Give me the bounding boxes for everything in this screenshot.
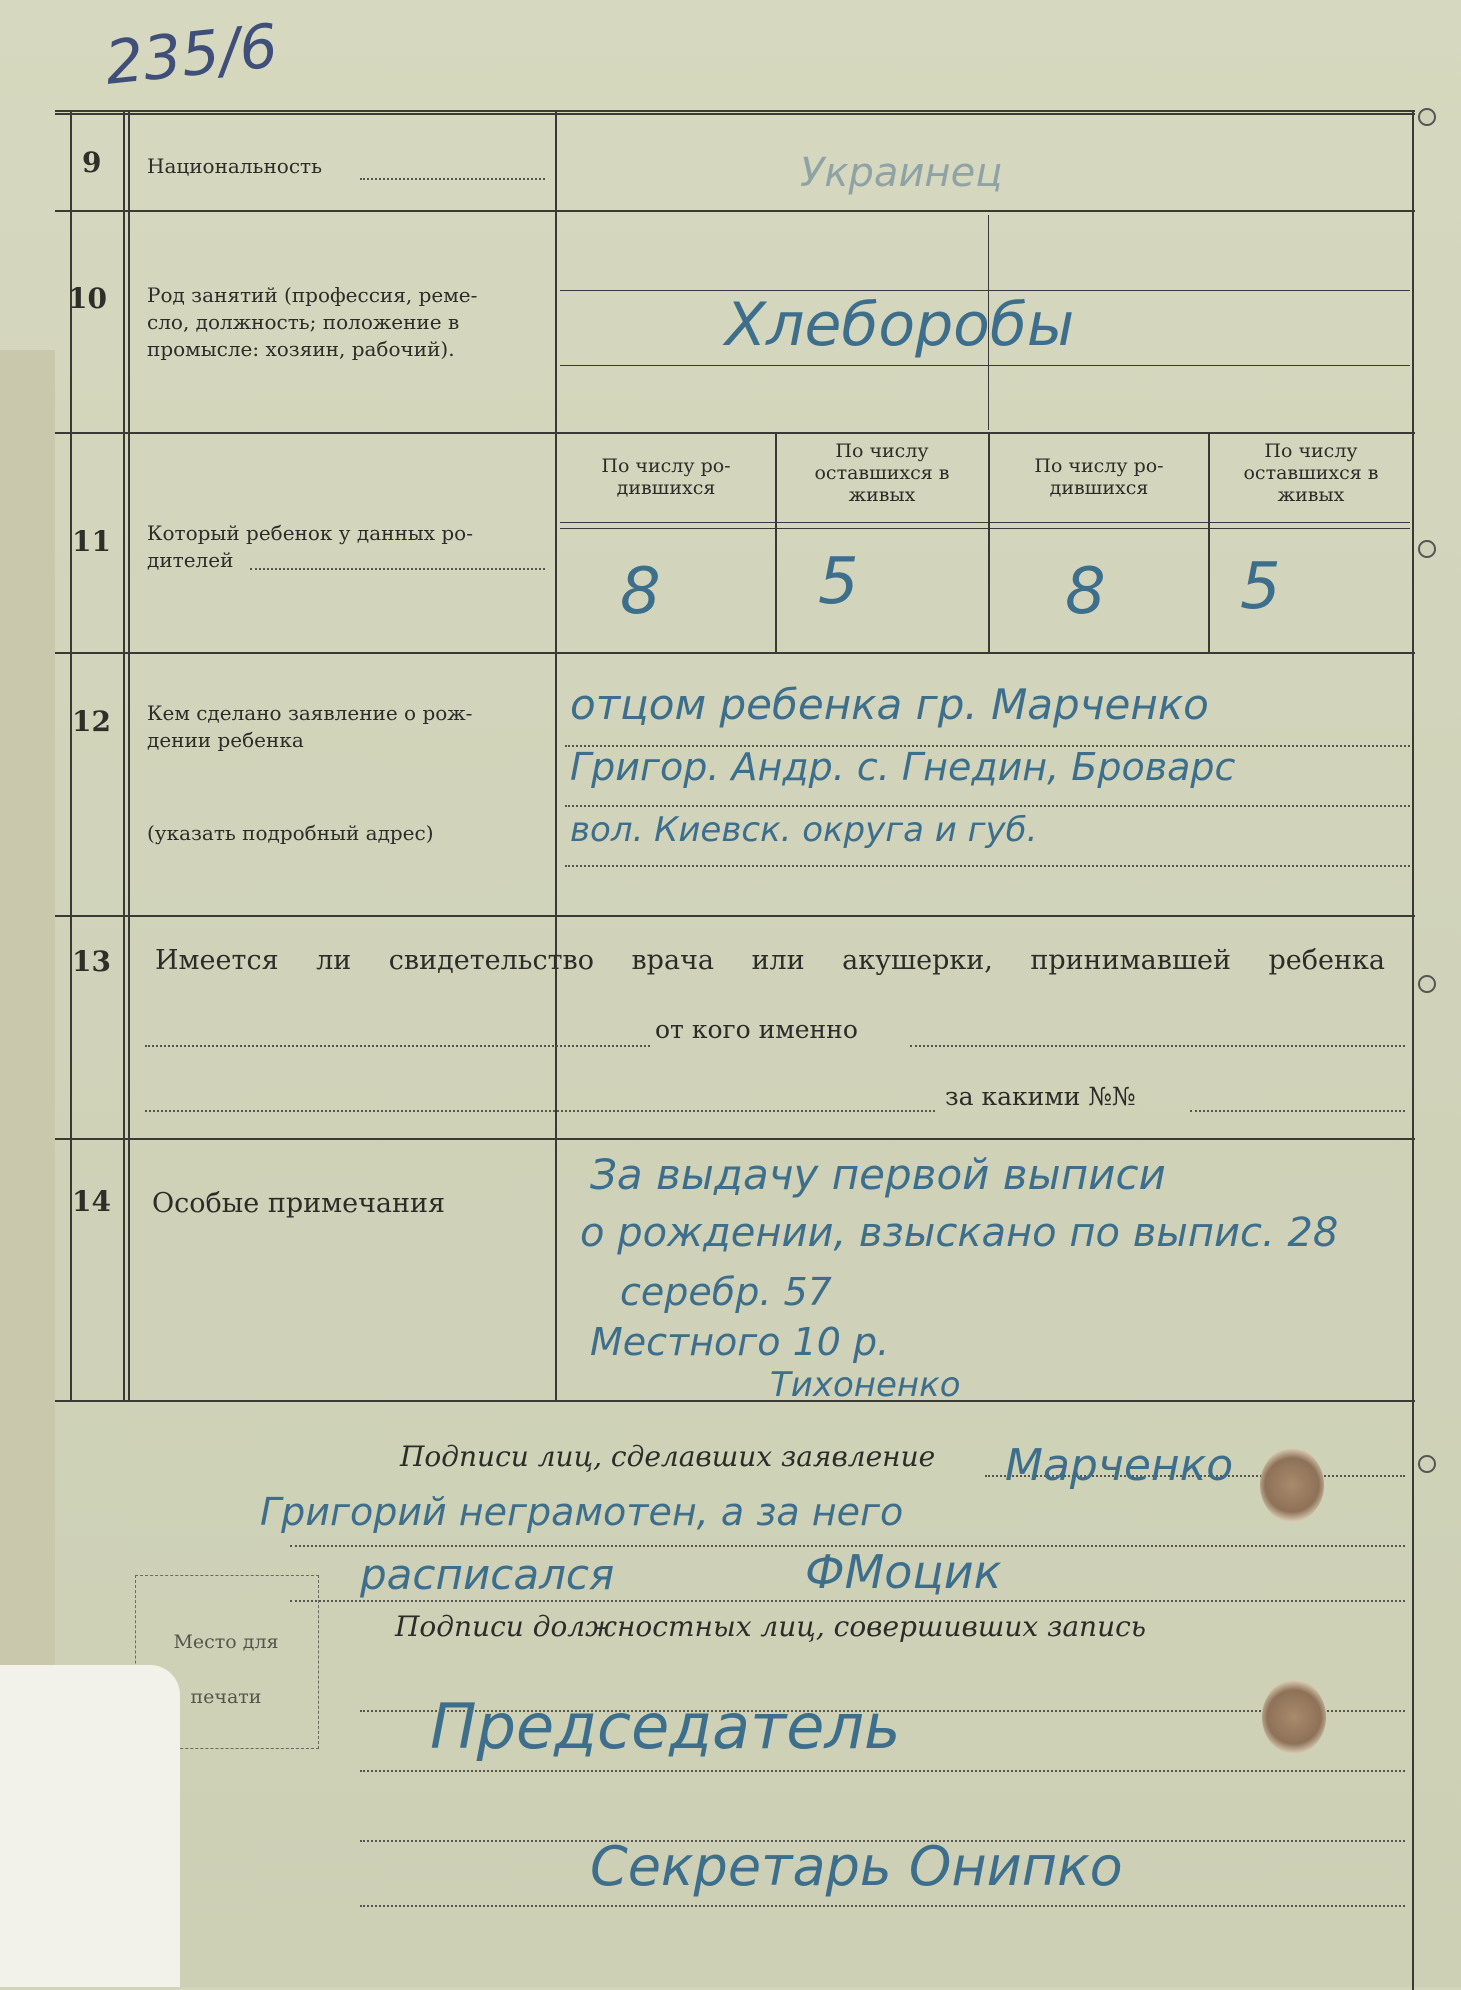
row-12-entry-dots-3 bbox=[565, 865, 1410, 867]
row-14-handwritten-line-4: Местного 10 р. bbox=[590, 1320, 890, 1364]
officials-dots-2 bbox=[360, 1770, 1405, 1772]
binding-hole-bottom bbox=[1262, 1680, 1326, 1754]
row-11-value-born-2: 8 bbox=[1065, 555, 1106, 629]
row-10-label-line-1: Род занятий (профессия, реме- bbox=[147, 283, 478, 307]
row-11-leader-dots bbox=[250, 568, 545, 570]
officials-hand-chairman: Председатель bbox=[430, 1690, 901, 1763]
row-11-col-divider-2 bbox=[988, 432, 990, 652]
row-13-dots-2 bbox=[910, 1045, 1405, 1047]
applicants-signature: ФМоцик bbox=[805, 1545, 1002, 1599]
row-11-label-line-1: Который ребенок у данных ро- bbox=[147, 521, 473, 545]
table-top-border bbox=[55, 110, 1415, 112]
row-14-handwritten-signature: Тихоненко bbox=[770, 1365, 961, 1405]
row-11-colhead-living-2 bbox=[1212, 440, 1410, 506]
applicants-hand-line-3: расписался bbox=[360, 1550, 615, 1599]
colhead-1-line-1: По числу ро- bbox=[601, 455, 731, 477]
row-12-label-line-1: Кем сделано заявление о рож- bbox=[147, 701, 473, 725]
colhead-4-line-3: живых bbox=[1277, 484, 1345, 506]
officials-dots-4 bbox=[360, 1905, 1405, 1907]
row-10-entry-line-2 bbox=[560, 365, 1410, 366]
row-9-bottom bbox=[55, 210, 1415, 212]
row-11-label bbox=[147, 520, 473, 574]
table-top-border-2 bbox=[55, 113, 1415, 115]
row-12-bottom bbox=[55, 915, 1415, 917]
row-12-address-note bbox=[147, 820, 434, 847]
row-10-handwritten-value: Хлеборобы bbox=[725, 290, 1075, 360]
row-9-leader-dots bbox=[360, 178, 545, 180]
number-column-border bbox=[123, 110, 125, 1400]
row-10-number: 10 bbox=[68, 282, 107, 315]
row-11-colhead-living-1 bbox=[778, 440, 986, 506]
colhead-2-line-2: оставшихся в bbox=[814, 462, 950, 484]
row-9-number: 9 bbox=[82, 146, 102, 179]
row-12-number: 12 bbox=[72, 705, 111, 738]
row-13-dots-3 bbox=[145, 1110, 935, 1112]
applicants-signature-label: Подписи лиц, сделавших заявление bbox=[400, 1440, 936, 1473]
row-11-header-underline bbox=[560, 522, 1410, 523]
row-11-label-line-2: дителей bbox=[147, 548, 234, 572]
row-14-handwritten-line-1: За выдачу первой выписи bbox=[590, 1150, 1166, 1199]
binding-hole-top bbox=[1260, 1448, 1324, 1522]
colhead-3-line-2: дившихся bbox=[1049, 477, 1149, 499]
officials-signature-label: Подписи должностных лиц, совершивших запись bbox=[395, 1610, 1147, 1643]
row-10-bottom bbox=[55, 432, 1415, 434]
binding-ring-4 bbox=[1418, 1455, 1436, 1473]
table-right-border bbox=[1412, 110, 1414, 1990]
row-11-colhead-born-1 bbox=[560, 455, 772, 499]
row-13-bottom bbox=[55, 1138, 1415, 1140]
row-11-col-divider-1 bbox=[775, 432, 777, 652]
row-14-number: 14 bbox=[72, 1185, 111, 1218]
row-12-address-note-text: (указать подробный адрес) bbox=[147, 821, 434, 845]
row-13-question: Имеется ли свидетельство врача или акушерки, принимавшей ребенка bbox=[155, 945, 1385, 976]
binding-ring-3 bbox=[1418, 975, 1436, 993]
row-13-dots-4 bbox=[1190, 1110, 1405, 1112]
row-11-col-divider-3 bbox=[1208, 432, 1210, 652]
row-12-handwritten-line-2: Григор. Андр. с. Гнедин, Броварс bbox=[570, 745, 1236, 789]
row-10-label-line-2: сло, должность; положение в bbox=[147, 310, 460, 334]
row-13-from-whom: от кого именно bbox=[655, 1015, 858, 1044]
applicants-dots-3 bbox=[290, 1600, 1405, 1602]
row-11-bottom bbox=[55, 652, 1415, 654]
row-11-value-living-2: 5 bbox=[1240, 550, 1281, 624]
colhead-2-line-3: живых bbox=[848, 484, 916, 506]
torn-paper-corner bbox=[0, 1665, 180, 1987]
row-11-colhead-born-2 bbox=[992, 455, 1206, 499]
number-column-border-2 bbox=[128, 110, 130, 1400]
row-14-bottom bbox=[55, 1400, 1415, 1402]
row-12-entry-dots-2 bbox=[565, 805, 1410, 807]
row-11-number: 11 bbox=[72, 525, 111, 558]
row-10-label-line-3: промысле: хозяин, рабочий). bbox=[147, 337, 455, 361]
colhead-1-line-2: дившихся bbox=[616, 477, 716, 499]
row-12-handwritten-line-3: вол. Киевск. округа и губ. bbox=[570, 810, 1038, 850]
colhead-3-line-1: По числу ро- bbox=[1034, 455, 1164, 477]
label-column-border bbox=[555, 110, 557, 1400]
binding-ring-1 bbox=[1418, 108, 1436, 126]
row-11-value-living-1: 5 bbox=[818, 545, 859, 619]
row-11-value-born-1: 8 bbox=[620, 555, 661, 629]
row-9-label-text: Национальность bbox=[147, 154, 322, 178]
seal-label-line-1: Место для bbox=[173, 1631, 279, 1653]
row-13-by-which: за какими №№ bbox=[945, 1082, 1136, 1111]
row-9-handwritten-value: Украинец bbox=[800, 150, 1003, 196]
row-12-label bbox=[147, 700, 472, 754]
applicants-hand-name: Марченко bbox=[1005, 1440, 1234, 1491]
row-13-dots-1 bbox=[145, 1045, 650, 1047]
row-9-label bbox=[147, 153, 322, 180]
row-10-label bbox=[147, 282, 477, 363]
officials-hand-secretary: Секретарь Онипко bbox=[590, 1835, 1123, 1898]
page-edge-shadow bbox=[0, 350, 55, 1670]
applicants-hand-line-2: Григорий неграмотен, а за него bbox=[260, 1490, 904, 1534]
row-14-handwritten-line-2: о рождении, взыскано по выпис. 28 bbox=[580, 1210, 1339, 1256]
row-14-handwritten-line-3: серебр. 57 bbox=[620, 1270, 832, 1314]
row-13-number: 13 bbox=[72, 945, 111, 978]
seal-label-line-2: печати bbox=[190, 1686, 262, 1708]
row-14-label: Особые примечания bbox=[152, 1188, 446, 1219]
colhead-4-line-1: По числу bbox=[1264, 440, 1358, 462]
row-11-header-underline-2 bbox=[560, 528, 1410, 529]
binding-ring-2 bbox=[1418, 540, 1436, 558]
colhead-4-line-2: оставшихся в bbox=[1243, 462, 1379, 484]
row-12-label-line-2: дении ребенка bbox=[147, 728, 304, 752]
row-12-handwritten-line-1: отцом ребенка гр. Марченко bbox=[570, 680, 1209, 729]
colhead-2-line-1: По числу bbox=[835, 440, 929, 462]
archive-mark: 235/6 bbox=[101, 11, 282, 99]
